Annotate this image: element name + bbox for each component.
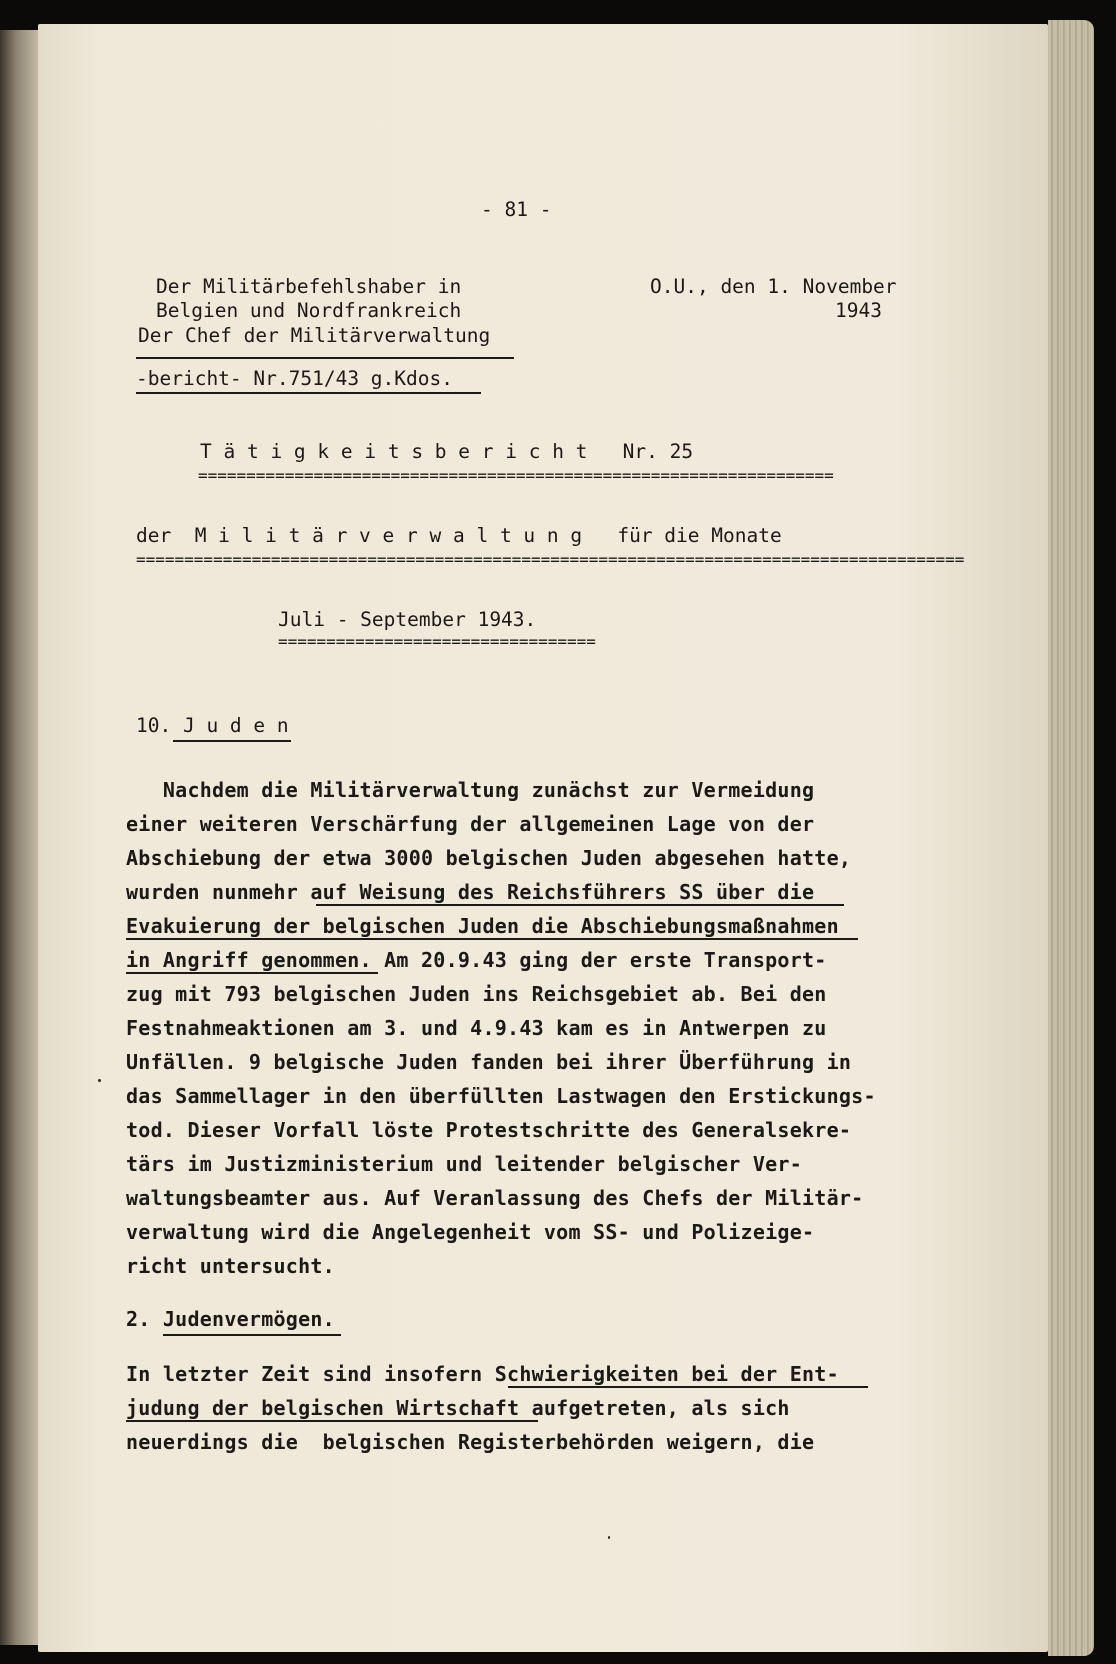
body-line: in Angriff genommen. Am 20.9.43 ging der erste Transport- xyxy=(126,948,827,972)
body-line: verwaltung wird die Angelegenheit vom SS- und Polizeige- xyxy=(126,1220,815,1244)
body-line: In letzter Zeit sind insofern Schwierigkeiten bei der Ent- xyxy=(126,1362,839,1386)
paper-speck xyxy=(98,1079,101,1082)
paper-speck xyxy=(608,1536,610,1539)
page-stack-edge xyxy=(1048,20,1094,1656)
body-line: wurden nunmehr auf Weisung des Reichsführers SS über die xyxy=(126,880,815,904)
document-page xyxy=(38,24,1048,1652)
section-heading-judenvermoegen-underline xyxy=(163,1334,341,1336)
body-line: Evakuierung der belgischen Juden die Abschiebungsmaßnahmen xyxy=(126,914,839,938)
annotation-underline xyxy=(126,972,378,974)
body-line: das Sammellager in den überfüllten Lastwagen den Erstickungs- xyxy=(126,1084,876,1108)
title-double-underline-2: ====================================================================================== xyxy=(136,550,965,569)
body-line: tod. Dieser Vorfall löste Protestschritte des Generalsekre- xyxy=(126,1118,852,1142)
annotation-underline xyxy=(126,938,858,940)
title-double-underline-1: ================================================================== xyxy=(198,466,834,485)
header-sender-line2: Belgien und Nordfrankreich xyxy=(156,299,462,322)
body-line: judung der belgischen Wirtschaft aufgetreten, als sich xyxy=(126,1396,790,1420)
annotation-underline xyxy=(316,904,844,906)
reference-underline xyxy=(136,392,481,394)
page-number: - 81 - xyxy=(481,198,552,221)
body-line: Unfällen. 9 belgische Juden fanden bei ihrer Überführung in xyxy=(126,1050,852,1074)
section-heading-juden: 10. J u d e n xyxy=(136,714,289,737)
body-line: zug mit 793 belgischen Juden ins Reichsgebiet ab. Bei den xyxy=(126,982,827,1006)
header-year: 1943 xyxy=(835,299,882,322)
header-divider xyxy=(136,357,514,359)
header-sender-line1: Der Militärbefehlshaber in xyxy=(156,275,462,298)
body-line: tärs im Justizministerium und leitender belgischer Ver- xyxy=(126,1152,803,1176)
body-line: einer weiteren Verschärfung der allgemeinen Lage von der xyxy=(126,812,815,836)
section-heading-judenvermoegen: 2. Judenvermögen. xyxy=(126,1307,335,1331)
report-title-line1: T ä t i g k e i t s b e r i c h t Nr. 25 xyxy=(200,440,694,463)
section-heading-juden-underline xyxy=(173,740,291,742)
body-line: neuerdings die belgischen Registerbehörden weigern, die xyxy=(126,1430,815,1454)
facing-page-edge xyxy=(0,30,40,1645)
header-sender-line3: Der Chef der Militärverwaltung xyxy=(138,324,491,347)
body-line: Abschiebung der etwa 3000 belgischen Juden abgesehen hatte, xyxy=(126,846,852,870)
report-period: Juli - September 1943. xyxy=(278,608,537,631)
report-reference: -bericht- Nr.751/43 g.Kdos. xyxy=(136,367,453,390)
annotation-underline xyxy=(508,1386,868,1388)
title-double-underline-3: ================================= xyxy=(278,632,596,651)
body-line: Nachdem die Militärverwaltung zunächst zur Vermeidung xyxy=(126,778,815,802)
report-title-line2: der M i l i t ä r v e r w a l t u n g für die Monate xyxy=(136,524,782,547)
body-line: waltungsbeamter aus. Auf Veranlassung des Chefs der Militär- xyxy=(126,1186,864,1210)
header-place-date: O.U., den 1. November xyxy=(650,275,897,298)
body-line: Festnahmeaktionen am 3. und 4.9.43 kam es in Antwerpen zu xyxy=(126,1016,827,1040)
body-line: richt untersucht. xyxy=(126,1254,335,1278)
annotation-underline xyxy=(126,1420,538,1422)
